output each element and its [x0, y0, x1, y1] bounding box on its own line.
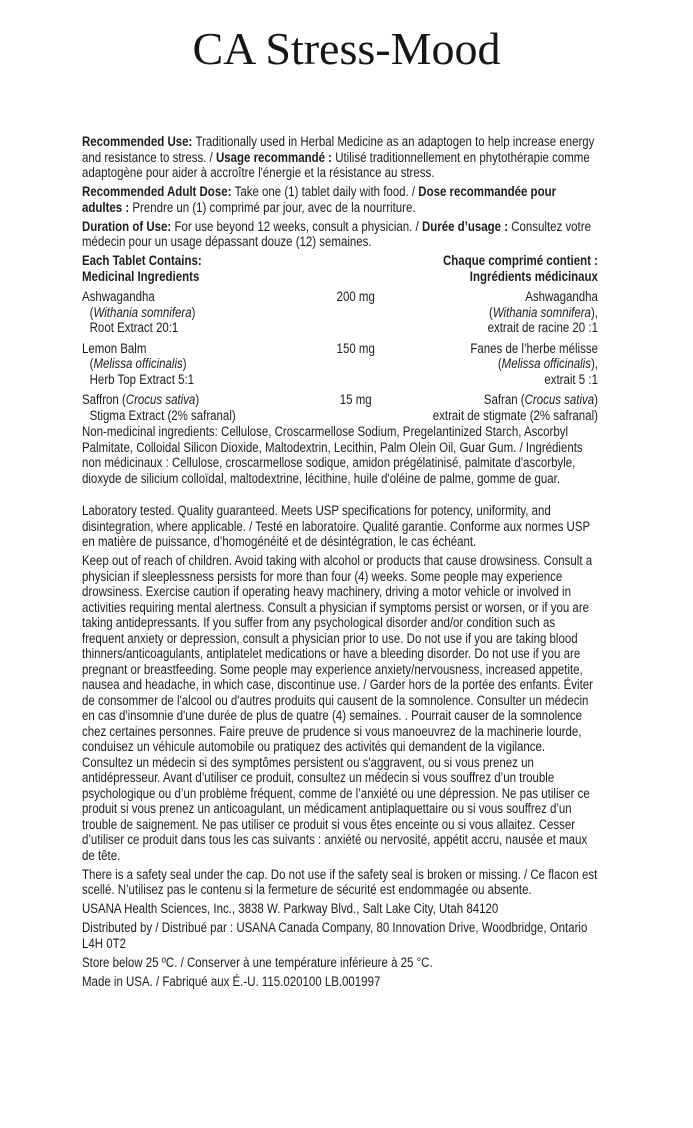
- ingredient-line: [402, 341, 598, 357]
- ingredient-row: [82, 341, 598, 388]
- text-segment: Safran (: [483, 392, 525, 407]
- text-segment: Root Extract 20:1: [89, 320, 179, 335]
- recommended-adult-dose-paragraph: [82, 184, 598, 215]
- text-segment: Recommended Adult Dose:: [82, 184, 235, 199]
- text-segment: extrait 5 :1: [544, 371, 598, 387]
- ingredient-name-fr: [402, 289, 598, 336]
- origin-lot-paragraph: [82, 974, 598, 990]
- text-segment: ),: [590, 356, 598, 371]
- text-segment: ): [182, 356, 187, 371]
- table-header-amount-spacer: [309, 253, 403, 269]
- label-body: [82, 134, 598, 989]
- ingredient-line: [402, 392, 598, 408]
- ingredient-line: [402, 305, 598, 321]
- table-header-en: Each Tablet Contains:: [82, 253, 202, 268]
- manufacturer-address-paragraph: [82, 901, 598, 917]
- text-segment: Store below 25 ºC. / Conserver à une température inférieure à 25 °C.: [82, 954, 433, 970]
- safety-seal-paragraph: [82, 867, 598, 898]
- text-segment: Durée d’usage :: [421, 218, 512, 234]
- text-segment: Saffron (: [82, 392, 126, 407]
- text-segment: Non-medicinal ingredients: Cellulose, Croscarmellose Sodium, Pregelantinized Starch, Ascorbyl Palmitate, Colloidal Silicon Dioxide, Maltodextrin, Lecithin, Palm Olein Oil, Guar Gum. / Ingrédients non médicinaux : Cellulose, croscarmellose sodique, amidon prégélatinisé, palmitate d'ascorbyle, dioxyde de silicium colloïdal, maltodextrine, lécithine, huile d'oléine de palme, gomme de guar.: [82, 424, 583, 486]
- text-segment: USANA Health Sciences, Inc., 3838 W. Parkway Blvd., Salt Lake City, Utah 84120: [82, 901, 499, 916]
- ingredient-line: [82, 356, 309, 372]
- text-segment: Dose recommandée pour adultes :: [82, 184, 557, 215]
- ingredient-amount: 15 mg: [339, 392, 372, 407]
- text-segment: Utilisé traditionnellement en phytothérapie comme adaptogène pour aider à accroître l'énergie et la résistance au stress.: [82, 149, 590, 180]
- text-segment: Withania somnifera: [492, 304, 591, 320]
- product-label-document: [0, 24, 693, 989]
- ingredient-line: [82, 408, 309, 424]
- text-segment: ): [195, 392, 200, 407]
- ingredient-amount: 150 mg: [336, 340, 375, 356]
- text-segment: Crocus sativa: [524, 392, 595, 407]
- table-subheader-fr: Ingrédients médicinaux: [469, 268, 598, 284]
- ingredient-name-en: [82, 289, 309, 336]
- text-segment: Laboratory tested. Quality guaranteed. Meets USP specifications for potency, uniformity, and disintegration, where applicable. / Testé en laboratoire. Qualité garantie. Conforme aux normes USP en matière de puissance, d’homogénéité et de désintégration, le cas échéant.: [82, 503, 590, 549]
- warnings-paragraph: [82, 553, 598, 863]
- ingredient-name-en: [82, 392, 309, 423]
- ingredient-line: [82, 289, 309, 305]
- warnings-and-footer-section: [82, 503, 598, 989]
- text-segment: Made in USA. / Fabriqué aux É.-U. 115.020100 LB.001997: [82, 973, 381, 989]
- recommended-use-paragraph: [82, 134, 598, 181]
- text-segment: extrait de stigmate (2% safranal): [432, 407, 598, 423]
- text-segment: There is a safety seal under the cap. Do not use if the safety seal is broken or missing. / Ce flacon est scellé. N’utilisez pas le contenu si la fermeture de sécurité est endommagée ou absente.: [82, 866, 598, 897]
- text-segment: Melissa officinalis: [93, 356, 183, 371]
- text-segment: Herb Top Extract 5:1: [89, 371, 195, 387]
- ingredient-name-fr: [402, 341, 598, 388]
- ingredient-amount: 200 mg: [336, 289, 375, 304]
- duration-of-use-paragraph: [82, 219, 598, 250]
- text-segment: (: [497, 356, 502, 371]
- storage-paragraph: [82, 955, 598, 971]
- table-subheader-amount-spacer: [309, 269, 403, 285]
- text-segment: Lemon Balm: [82, 340, 147, 356]
- text-segment: ): [191, 304, 196, 320]
- text-segment: Traditionally used in Herbal Medicine as an adaptogen to help increase energy and resistance to stress. /: [82, 134, 595, 165]
- supplement-facts-table: [82, 253, 598, 423]
- text-segment: Prendre un (1) comprimé par jour, avec de la nourriture.: [132, 199, 416, 215]
- ingredient-line: [402, 356, 598, 372]
- ingredient-row: [82, 289, 598, 336]
- text-segment: Melissa officinalis: [501, 356, 591, 371]
- text-segment: Withania somnifera: [93, 304, 192, 320]
- text-segment: (: [89, 356, 94, 371]
- table-header-row: [82, 253, 598, 269]
- text-segment: Ashwagandha: [525, 289, 598, 304]
- ingredient-line: [402, 289, 598, 305]
- text-segment: Stigma Extract (2% safranal): [89, 407, 236, 423]
- text-segment: (: [89, 304, 94, 320]
- text-segment: Keep out of reach of children. Avoid taking with alcohol or products that cause drowsiness. Consult a physician if sleeplessness persists for more than four (4) weeks. Some people may experience drowsiness. Exercise caution if operating heavy machinery, driving a motor vehicle or involved in activities requiring mental alertness. Consult a physician if symptoms persist or worsen, or if you are taking antidepressants. If you suffer from any psychological disorder and/or condition such as frequent anxiety or depression, consult a physician prior to use. Do not use if you are taking blood thinners/anticoagulants, antiplatelet medications or have a bleeding disorder. Do not use if you are pregnant or breastfeeding. Some people may experience anxiety/nervousness, increased appetite, nausea and headache, in which case, discontinue use. / Garder hors de la portée des enfants. Éviter de consommer de l'alcool ou d'autres produits qui causent de la somnolence. Consulter un médecin en cas d'insomnie d'une durée de plus de quatre (4) semaines. . Pourrait causer de la somnolence chez certaines personnes. Faire preuve de prudence si vous manoeuvrez de la machinerie lourde, conduisez un véhicule automobile ou pratiquez des activités qui demandent de la vigilance. Consultez un médecin si des symptômes persistent ou s'aggravent, ou si vous prenez un antidépresseur. Avant d’utiliser ce produit, consultez un médecin si vous souffrez d’un trouble psychologique ou d’un problème fréquent, comme de l’anxiété ou une dépression. Ne pas utiliser ce produit si vous prenez un anticoagulant, un médicament antiplaquettaire ou si vous souffrez d’un trouble de saignement. Ne pas utiliser ce produit si vous êtes enceinte ou si vous allaitez. Cesser d’utiliser ce produit dans tous les cas suivants : anxiété ou nervosité, appétit accru, nausée et maux de tête.: [82, 553, 593, 863]
- ingredient-line: [402, 408, 598, 424]
- non-medicinal-ingredients-paragraph: [82, 424, 598, 486]
- ingredient-line: [402, 320, 598, 336]
- ingredient-rows: [82, 289, 598, 423]
- ingredient-line: [82, 305, 309, 321]
- ingredient-row: [82, 392, 598, 423]
- table-subheader-row: [82, 269, 598, 285]
- table-subheader-en: Medicinal Ingredients: [82, 268, 200, 284]
- table-header-fr: Chaque comprimé contient :: [443, 253, 598, 268]
- ingredient-line: [82, 392, 309, 408]
- product-title: CA Stress-Mood: [192, 23, 501, 74]
- ingredient-line: [82, 372, 309, 388]
- text-segment: Distributed by / Distribué par : USANA Canada Company, 80 Innovation Drive, Woodbridge, Ontario L4H 0T2: [82, 920, 588, 951]
- text-segment: ),: [590, 304, 598, 320]
- ingredient-line: [82, 320, 309, 336]
- text-segment: ): [594, 392, 598, 407]
- text-segment: Consultez votre médecin pour un usage dépassant douze (12) semaines.: [82, 218, 591, 249]
- text-segment: Fanes de l’herbe mélisse: [470, 340, 598, 356]
- text-segment: For use beyond 12 weeks, consult a physician. /: [174, 218, 422, 234]
- ingredient-line: [82, 341, 309, 357]
- text-segment: Ashwagandha: [82, 289, 155, 304]
- text-segment: Take one (1) tablet daily with food. /: [234, 184, 419, 199]
- distributor-address-paragraph: [82, 920, 598, 951]
- ingredient-name-fr: [402, 392, 598, 423]
- usage-section: [82, 134, 598, 250]
- text-segment: Recommended Use:: [82, 134, 196, 149]
- quality-statement-paragraph: [82, 503, 598, 550]
- ingredient-name-en: [82, 341, 309, 388]
- text-segment: Usage recommandé :: [215, 149, 336, 165]
- text-segment: Duration of Use:: [82, 218, 175, 234]
- text-segment: Crocus sativa: [125, 392, 196, 407]
- ingredient-line: [402, 372, 598, 388]
- text-segment: (: [488, 304, 493, 320]
- text-segment: extrait de racine 20 :1: [487, 320, 598, 335]
